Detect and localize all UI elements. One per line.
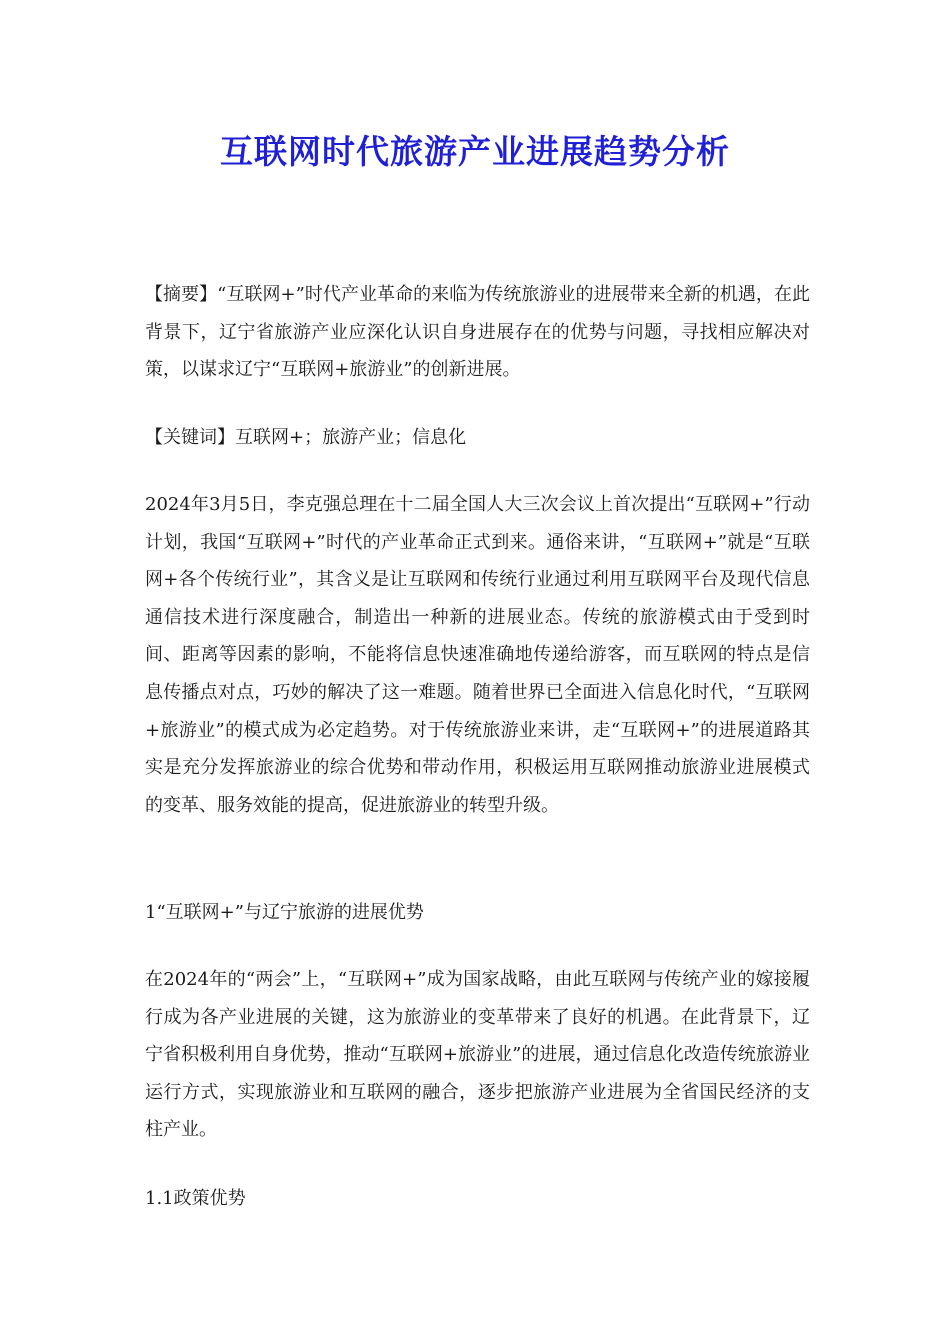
abstract-paragraph: 【摘要】“互联网+”时代产业革命的来临为传统旅游业的进展带来全新的机遇，在此背景下，辽宁省旅游产业应深化认识自身进展存在的优势与问题，寻找相应解决对策，以谋求辽宁“互联网+旅游业”的创新进展。 <box>145 284 810 381</box>
section-heading-1: 1“互联网+”与辽宁旅游的进展优势 <box>145 902 424 923</box>
section-heading-1-1: 1.1政策优势 <box>145 1188 246 1209</box>
section-1-paragraph: 在2024年的“两会”上，“互联网+”成为国家战略，由此互联网与传统产业的嫁接履行成为各产业进展的关键，这为旅游业的变革带来了良好的机遇。在此背景下，辽宁省积极利用自身优势，推动“互联网+旅游业”的进展，通过信息化改造传统旅游业运行方式，实现旅游业和互联网的融合，逐步把旅游产业进展为全省国民经济的支柱产业。 <box>145 969 810 1141</box>
intro-paragraph: 2024年3月5日，李克强总理在十二届全国人大三次会议上首次提出“互联网+”行动计划，我国“互联网+”时代的产业革命正式到来。通俗来讲，“互联网+”就是“互联网+各个传统行业”，其含义是让互联网和传统行业通过利用互联网平台及现代信息通信技术进行深度融合，制造出一种新的进展业态。传统的旅游模式由于受到时间、距离等因素的影响，不能将信息快速准确地传递给游客，而互联网的特点是信息传播点对点，巧妙的解决了这一难题。随着世界已全面进入信息化时代，“互联网+旅游业”的模式成为必定趋势。对于传统旅游业来讲，走“互联网+”的进展道路其实是充分发挥旅游业的综合优势和带动作用，积极运用互联网推动旅游业进展模式的变革、服务效能的提高，促进旅游业的转型升级。 <box>145 494 810 816</box>
document-title: 互联网时代旅游产业进展趋势分析 <box>220 132 730 171</box>
keywords-paragraph: 【关键词】互联网+；旅游产业；信息化 <box>145 427 467 448</box>
